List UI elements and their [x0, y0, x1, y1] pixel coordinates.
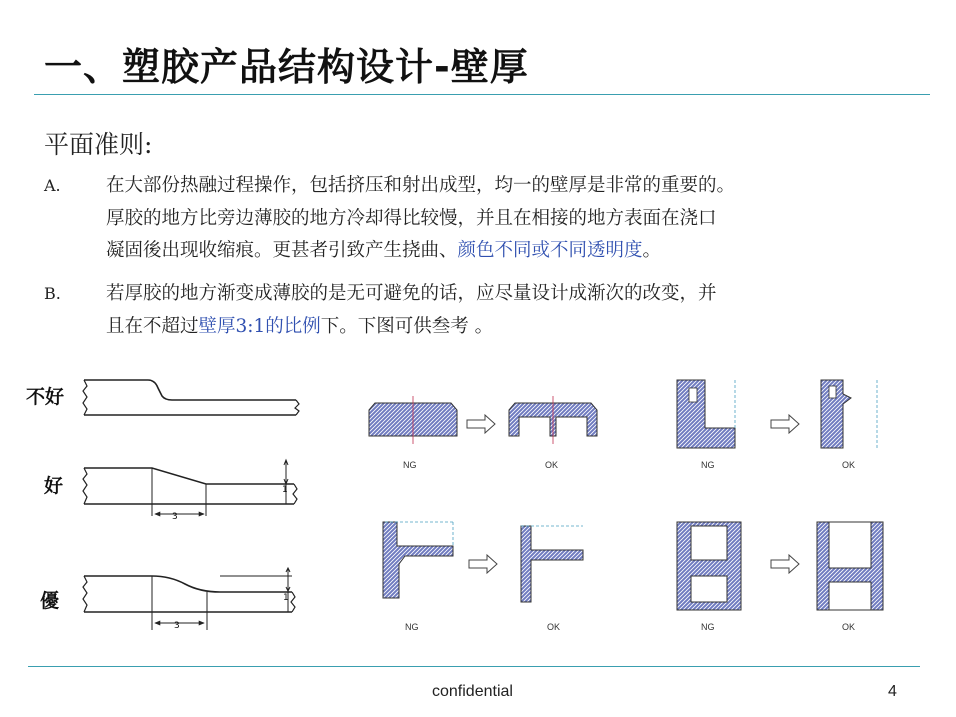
- profile-bad: [83, 380, 299, 415]
- ok-label: OK: [842, 460, 856, 470]
- text-run: 。: [642, 240, 662, 261]
- ng-thick-corner: [677, 380, 735, 448]
- highlight-text: 壁厚3:1的比例: [198, 315, 321, 337]
- section-heading: 平面准则:: [44, 130, 153, 159]
- text-run: 若厚胶的地方渐变成薄胶的是无可避免的话，应尽量设计成渐次的改变，并: [106, 283, 717, 304]
- text-line: [106, 311, 946, 344]
- ng-label: NG: [403, 460, 417, 470]
- dimension-label: 3: [174, 621, 180, 631]
- arrow-icon: [771, 555, 799, 573]
- profile-excellent: [83, 568, 295, 630]
- ok-label: OK: [545, 460, 559, 470]
- item-marker: B.: [44, 284, 61, 303]
- arrow-icon: [469, 555, 497, 573]
- title-divider: [34, 94, 930, 95]
- arrow-icon: [467, 415, 495, 433]
- highlight-text: 颜色不同或不同透明度: [457, 240, 643, 261]
- text-run: 且在不超过: [106, 315, 199, 337]
- item-marker: A.: [44, 176, 61, 195]
- item-text: [106, 170, 946, 268]
- text-run: 厚胶的地方比旁边薄胶的地方冷却得比较慢，并且在相接的地方表面在浇口: [106, 207, 717, 229]
- ok-t-joint: [521, 526, 583, 602]
- profile-good: [83, 460, 297, 516]
- text-run: 下。下图可供叁考 。: [320, 315, 494, 337]
- dimension-label: 3: [172, 512, 178, 522]
- dimension-label: 1: [282, 485, 288, 495]
- ok-label: OK: [547, 622, 561, 632]
- text-run: 在大部份热融过程操作，包括挤压和射出成型，均一的壁厚是非常的重要的。: [106, 175, 736, 196]
- slide-title: 一、塑胶产品结构设计-壁厚: [44, 45, 529, 89]
- ok-h-section: [817, 522, 883, 610]
- label-good: 好: [44, 475, 64, 497]
- footer-confidential: confidential: [432, 683, 513, 700]
- text-line: [106, 278, 946, 311]
- footer-divider: [28, 666, 920, 667]
- ng-label: NG: [701, 622, 715, 632]
- ng-h-section: [677, 522, 741, 610]
- ng-solid-block: [369, 396, 457, 444]
- ng-ok-figures: [355, 370, 895, 640]
- dimension-label: 1: [283, 593, 289, 603]
- text-line: [106, 203, 946, 236]
- ok-cored-block: [509, 396, 597, 444]
- page-number: 4: [888, 683, 897, 700]
- ng-t-joint: [383, 522, 453, 598]
- ng-label: NG: [701, 460, 715, 470]
- ng-label: NG: [405, 622, 419, 632]
- ok-uniform-corner: [821, 380, 877, 448]
- arrow-icon: [771, 415, 799, 433]
- label-bad: 不好: [26, 386, 65, 408]
- ok-label: OK: [842, 622, 856, 632]
- item-text: [106, 278, 946, 343]
- text-line: [106, 170, 946, 203]
- wall-transition-figure: [20, 368, 320, 638]
- label-excellent: 優: [40, 590, 60, 612]
- text-line: [106, 235, 946, 268]
- text-run: 凝固後出现收缩痕。更甚者引致产生挠曲、: [106, 240, 458, 261]
